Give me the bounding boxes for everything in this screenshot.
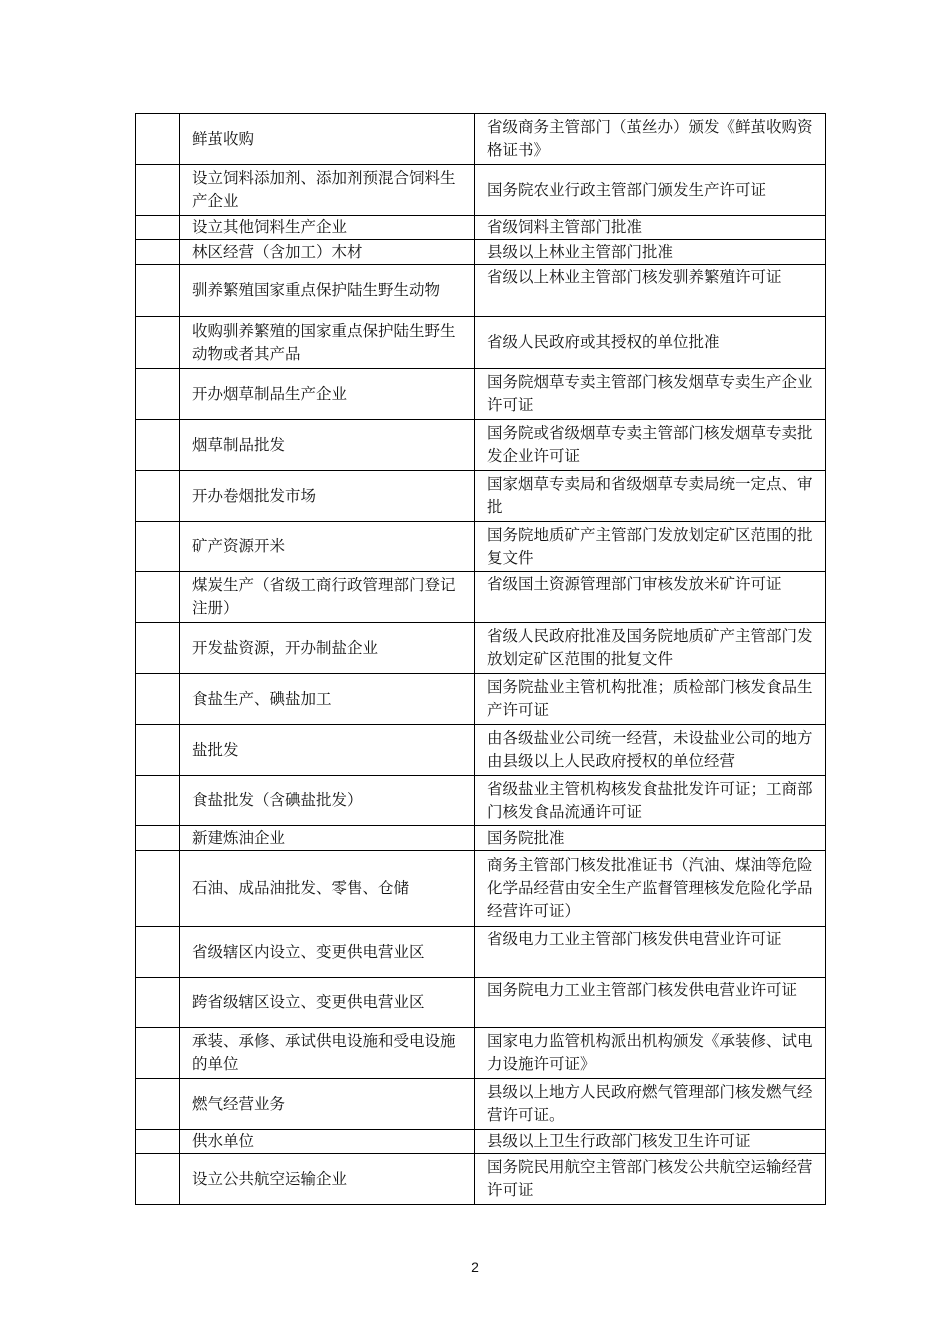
index-cell <box>136 623 180 674</box>
page-number: 2 <box>471 1259 479 1275</box>
index-cell <box>136 1154 180 1205</box>
approval-authority-cell: 国务院烟草专卖主管部门核发烟草专卖生产企业许可证 <box>475 369 826 420</box>
business-item-cell: 盐批发 <box>180 725 475 776</box>
approval-authority-cell: 国务院地质矿产主管部门发放划定矿区范围的批复文件 <box>475 522 826 572</box>
approval-authority-cell: 国务院电力工业主管部门核发供电营业许可证 <box>475 978 826 1028</box>
approval-authority-cell: 国家烟草专卖局和省级烟草专卖局统一定点、审批 <box>475 471 826 522</box>
business-item-cell: 承装、承修、承试供电设施和受电设施的单位 <box>180 1028 475 1079</box>
index-cell <box>136 317 180 369</box>
approval-authority-cell: 国务院或省级烟草专卖主管部门核发烟草专卖批发企业许可证 <box>475 420 826 471</box>
business-item-cell: 跨省级辖区设立、变更供电营业区 <box>180 978 475 1028</box>
approval-authority-cell: 国务院民用航空主管部门核发公共航空运输经营许可证 <box>475 1154 826 1205</box>
business-item-cell: 食盐批发（含碘盐批发） <box>180 776 475 826</box>
index-cell <box>136 776 180 826</box>
business-item-cell: 供水单位 <box>180 1130 475 1154</box>
table-row <box>136 776 826 826</box>
business-item-cell: 收购驯养繁殖的国家重点保护陆生野生动物或者其产品 <box>180 317 475 369</box>
table-row <box>136 165 826 216</box>
business-item-cell: 新建炼油企业 <box>180 826 475 851</box>
approval-authority-cell: 商务主管部门核发批准证书（汽油、煤油等危险化学品经营由安全生产监督管理核发危险化学品经营许可证） <box>475 851 826 927</box>
approval-authority-cell: 省级人民政府批准及国务院地质矿产主管部门发放划定矿区范围的批复文件 <box>475 623 826 674</box>
table-row <box>136 1079 826 1130</box>
approval-authority-cell: 县级以上卫生行政部门核发卫生许可证 <box>475 1130 826 1154</box>
index-cell <box>136 265 180 317</box>
business-item-cell: 设立其他饲料生产企业 <box>180 216 475 240</box>
permit-table-body <box>136 114 826 1205</box>
approval-authority-cell: 县级以上地方人民政府燃气管理部门核发燃气经营许可证。 <box>475 1079 826 1130</box>
approval-authority-cell: 国务院农业行政主管部门颁发生产许可证 <box>475 165 826 216</box>
table-row <box>136 826 826 851</box>
approval-authority-cell: 省级电力工业主管部门核发供电营业许可证 <box>475 927 826 978</box>
approval-authority-cell: 省级以上林业主管部门核发驯养繁殖许可证 <box>475 265 826 317</box>
index-cell <box>136 725 180 776</box>
index-cell <box>136 471 180 522</box>
table-row <box>136 471 826 522</box>
table-row <box>136 978 826 1028</box>
approval-authority-cell: 国务院批准 <box>475 826 826 851</box>
business-item-cell: 开办烟草制品生产企业 <box>180 369 475 420</box>
business-item-cell: 省级辖区内设立、变更供电营业区 <box>180 927 475 978</box>
index-cell <box>136 216 180 240</box>
table-row <box>136 420 826 471</box>
index-cell <box>136 522 180 572</box>
business-item-cell: 食盐生产、碘盐加工 <box>180 674 475 725</box>
business-item-cell: 驯养繁殖国家重点保护陆生野生动物 <box>180 265 475 317</box>
table-row <box>136 572 826 623</box>
business-item-cell: 设立饲料添加剂、添加剂预混合饲料生产企业 <box>180 165 475 216</box>
business-item-cell: 燃气经营业务 <box>180 1079 475 1130</box>
index-cell <box>136 114 180 165</box>
table-row <box>136 265 826 317</box>
table-row <box>136 674 826 725</box>
table-row <box>136 851 826 927</box>
table-row <box>136 114 826 165</box>
table-row <box>136 522 826 572</box>
index-cell <box>136 240 180 265</box>
table-row <box>136 725 826 776</box>
table-row <box>136 240 826 265</box>
business-item-cell: 煤炭生产（省级工商行政管理部门登记注册） <box>180 572 475 623</box>
index-cell <box>136 369 180 420</box>
index-cell <box>136 165 180 216</box>
business-item-cell: 开办卷烟批发市场 <box>180 471 475 522</box>
business-item-cell: 开发盐资源，开办制盐企业 <box>180 623 475 674</box>
approval-authority-cell: 国务院盐业主管机构批准；质检部门核发食品生产许可证 <box>475 674 826 725</box>
table-row <box>136 216 826 240</box>
permit-table <box>135 113 826 1205</box>
business-item-cell: 石油、成品油批发、零售、仓储 <box>180 851 475 927</box>
index-cell <box>136 978 180 1028</box>
table-row <box>136 1130 826 1154</box>
index-cell <box>136 1130 180 1154</box>
business-item-cell: 烟草制品批发 <box>180 420 475 471</box>
table-row <box>136 317 826 369</box>
approval-authority-cell: 省级盐业主管机构核发食盐批发许可证；工商部门核发食品流通许可证 <box>475 776 826 826</box>
approval-authority-cell: 由各级盐业公司统一经营，未设盐业公司的地方由县级以上人民政府授权的单位经营 <box>475 725 826 776</box>
approval-authority-cell: 省级商务主管部门（茧丝办）颁发《鲜茧收购资格证书》 <box>475 114 826 165</box>
approval-authority-cell: 省级国土资源管理部门审核发放米矿许可证 <box>475 572 826 623</box>
index-cell <box>136 1079 180 1130</box>
table-row <box>136 927 826 978</box>
approval-authority-cell: 省级饲料主管部门批准 <box>475 216 826 240</box>
business-item-cell: 林区经营（含加工）木材 <box>180 240 475 265</box>
index-cell <box>136 1028 180 1079</box>
business-item-cell: 设立公共航空运输企业 <box>180 1154 475 1205</box>
index-cell <box>136 572 180 623</box>
approval-authority-cell: 国家电力监管机构派出机构颁发《承装修、试电力设施许可证》 <box>475 1028 826 1079</box>
approval-authority-cell: 县级以上林业主管部门批准 <box>475 240 826 265</box>
index-cell <box>136 420 180 471</box>
table-row <box>136 1154 826 1205</box>
business-item-cell: 矿产资源开米 <box>180 522 475 572</box>
index-cell <box>136 674 180 725</box>
table-row <box>136 369 826 420</box>
approval-authority-cell: 省级人民政府或其授权的单位批准 <box>475 317 826 369</box>
index-cell <box>136 927 180 978</box>
index-cell <box>136 826 180 851</box>
table-row <box>136 623 826 674</box>
business-item-cell: 鲜茧收购 <box>180 114 475 165</box>
table-row <box>136 1028 826 1079</box>
index-cell <box>136 851 180 927</box>
